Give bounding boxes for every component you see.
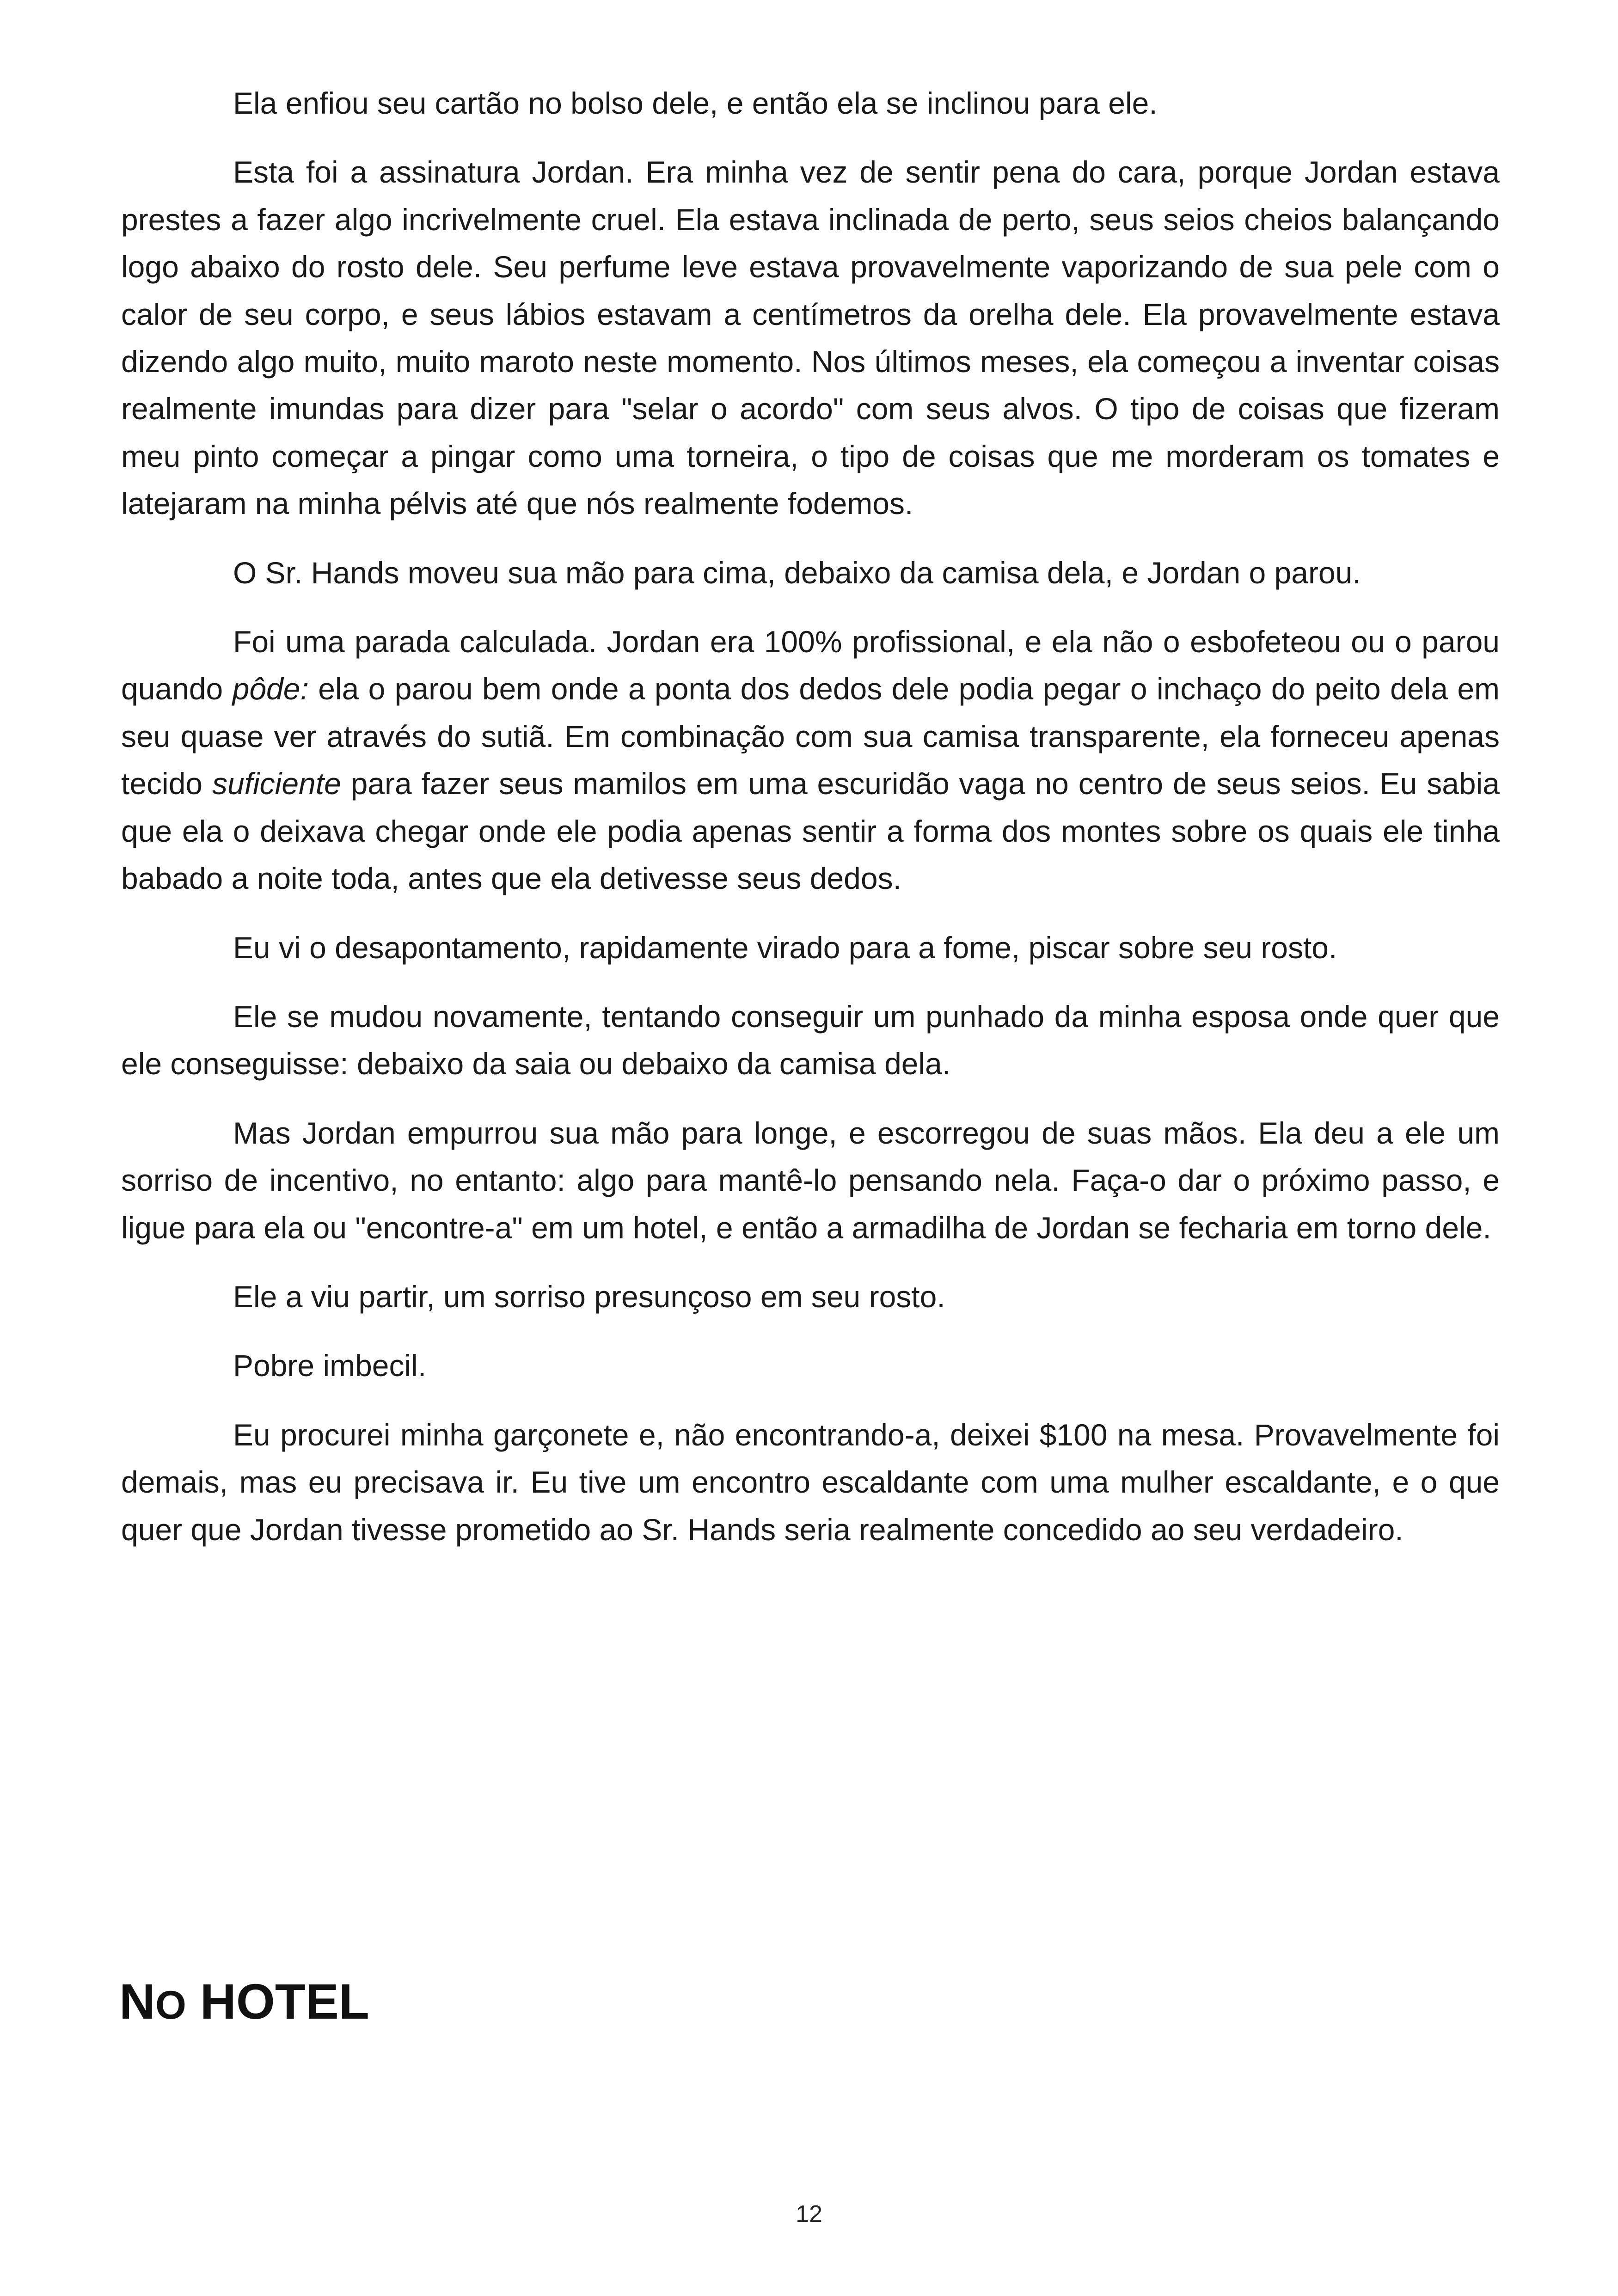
chapter-heading: [119, 1971, 369, 2035]
paragraph: Ela enfiou seu cartão no bolso dele, e então ela se inclinou para ele.: [233, 86, 1158, 120]
emphasis-text: suficiente: [212, 766, 341, 801]
paragraph-text: para fazer seus mamilos em uma escuridão vaga no centro de seus seios. Eu sabia que ela o deixava chegar onde ele podia apenas sentir a forma dos montes sobre os quais ele tinha babado a noite toda, antes que ela detivesse seus dedos.: [121, 766, 1500, 896]
page-number: 12: [796, 2201, 822, 2228]
paragraph: Ele se mudou novamente, tentando conseguir um punhado da minha esposa onde quer que ele conseguisse: debaixo da saia ou debaixo da camisa dela.: [121, 999, 1500, 1081]
paragraph-text: Foi uma parada calculada. Jordan era 100% profissional, e ela não o esbofeteou ou o parou quando: [121, 625, 1500, 706]
paragraph: [121, 618, 1500, 902]
paragraph: Eu procurei minha garçonete e, não encontrando-a, deixei $100 na mesa. Provavelmente foi demais, mas eu precisava ir. Eu tive um encontro escaldante com uma mulher escaldante, e o que quer que Jordan tivesse prometido ao Sr. Hands seria realmente concedido ao seu verdadeiro.: [121, 1417, 1500, 1547]
paragraph: O Sr. Hands moveu sua mão para cima, debaixo da camisa dela, e Jordan o parou.: [233, 555, 1361, 590]
paragraph: Esta foi a assinatura Jordan. Era minha vez de sentir pena do cara, porque Jordan estava prestes a fazer algo incrivelmente cruel. Ela estava inclinada de perto, seus seios cheios balançando logo abaixo do rosto dele. Seu perfume leve estava provavelmente vaporizando de sua pele com o calor de seu corpo, e seus lábios estavam a centímetros da orelha dele. Ela provavelmente estava dizendo algo muito, muito maroto neste momento. Nos últimos meses, ela começou a inventar coisas realmente imundas para dizer para "selar o acordo" com seus alvos. O tipo de coisas que fizeram meu pinto começar a pingar como uma torneira, o tipo de coisas que me morderam os tomates e latejaram na minha pélvis até que nós realmente fodemos.: [121, 155, 1500, 521]
paragraph: Ele a viu partir, um sorriso presunçoso em seu rosto.: [233, 1279, 945, 1314]
body-text: [121, 80, 1500, 1553]
chapter-heading-rest: HOTEL: [186, 1973, 369, 2029]
paragraph: Pobre imbecil.: [233, 1348, 427, 1383]
chapter-heading-smallcaps: O: [155, 1983, 186, 2027]
paragraph: Eu vi o desapontamento, rapidamente virado para a fome, piscar sobre seu rosto.: [233, 930, 1337, 965]
paragraph: Mas Jordan empurrou sua mão para longe, e escorregou de suas mãos. Ela deu a ele um sorriso de incentivo, no entanto: algo para mantê-lo pensando nela. Faça-o dar o próximo passo, e ligue para ela ou "encontre-a" em um hotel, e então a armadilha de Jordan se fecharia em torno dele.: [121, 1115, 1500, 1245]
emphasis-text: pôde:: [232, 672, 309, 706]
chapter-heading-lead: N: [119, 1973, 155, 2029]
paragraph-text: ela o parou bem onde a ponta dos dedos dele podia pegar o inchaço do peito dela em seu quase ver através do sutiã. Em combinação com sua camisa transparente, ela forneceu apenas tecido: [121, 672, 1500, 801]
